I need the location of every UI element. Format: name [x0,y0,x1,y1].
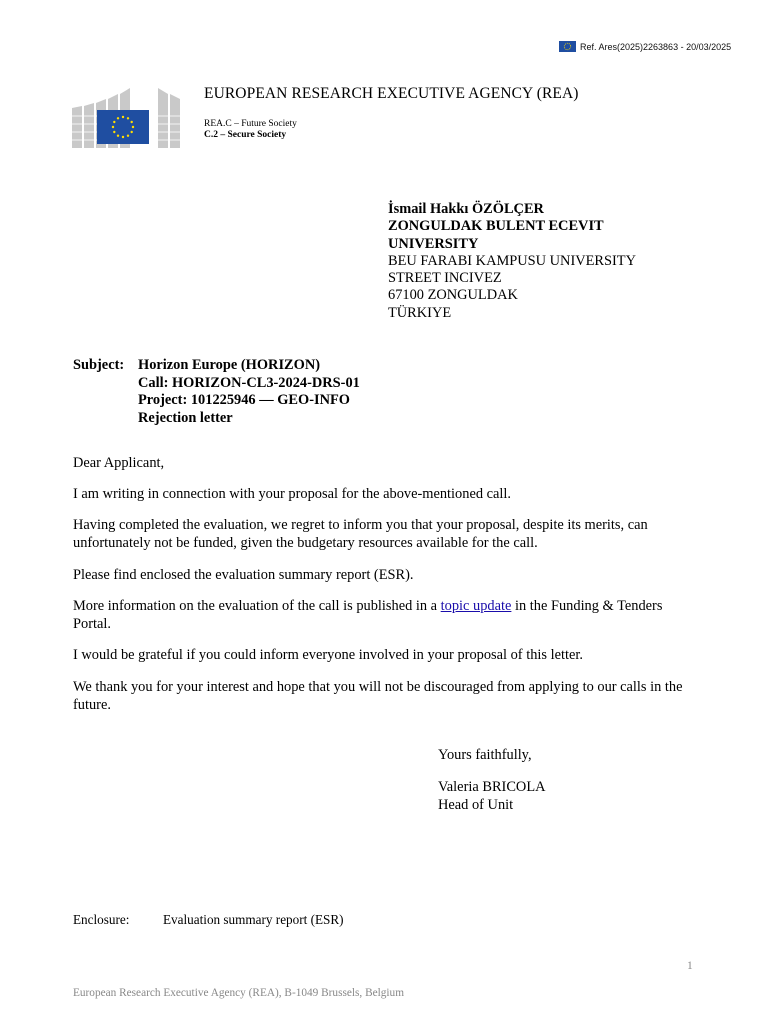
subject-project: Project: 101225946 — GEO-INFO [138,392,350,409]
enclosure-label: Enclosure: [73,912,130,927]
signatory-block [438,779,546,814]
subject-label: Subject: [73,357,125,373]
page-number: 1 [687,960,693,972]
subject-programme: Horizon Europe (HORIZON) [138,357,321,373]
paragraph-result: Having completed the evaluation, we regret to inform you that your proposal, despite its merits, can unfortunately not be funded, given the budgetary resources available for the call. [73,517,648,551]
paragraph-enclosure: Please find enclosed the evaluation summary report (ESR). [73,567,414,583]
recipient-address-line: STREET INCIVEZ [388,270,502,287]
reference-stamp [559,41,731,52]
signatory-title: Head of Unit [438,796,514,813]
recipient-name: İsmail Hakkı ÖZÖLÇER [388,201,544,217]
recipient-org-line: ZONGULDAK BULENT ECEVIT [388,218,604,235]
agency-name: EUROPEAN RESEARCH EXECUTIVE AGENCY (REA) [204,85,579,102]
subject-block [138,357,360,427]
reference-text: Ref. Ares(2025)2263863 - 20/03/2025 [580,41,732,52]
recipient-org-line: UNIVERSITY [388,235,479,252]
recipient-address-line: 67100 ZONGULDAK [388,287,518,304]
subject-type: Rejection letter [138,409,233,426]
enclosure-value: Evaluation summary report (ESR) [163,912,344,927]
salutation: Dear Applicant, [73,455,165,471]
eu-flag-icon [559,41,576,52]
paragraph-thanks: We thank you for your interest and hope that you will not be discouraged from applying to our calls in the future. [73,679,683,713]
department-line: REA.C – Future Society [204,119,297,129]
paragraph-text: More information on the evaluation of the call is published in a [73,598,441,614]
paragraph-text: in the Funding & Tenders Portal. [73,598,663,632]
closing: Yours faithfully, [438,747,532,763]
paragraph-inform: I would be grateful if you could inform everyone involved in your proposal of this letter. [73,647,583,663]
commission-logo-icon [72,86,184,148]
recipient-address [388,201,636,322]
subject-call: Call: HORIZON-CL3-2024-DRS-01 [138,374,360,391]
paragraph-more-info [73,598,703,633]
footer-address: European Research Executive Agency (REA), B-1049 Brussels, Belgium [73,987,404,999]
enclosure-line [73,912,344,928]
topic-update-link[interactable]: topic update [440,598,512,614]
recipient-address-line: BEU FARABI KAMPUSU UNIVERSITY [388,252,636,269]
signatory-name: Valeria BRICOLA [438,779,546,795]
unit-line: C.2 – Secure Society [204,130,287,140]
paragraph-intro: I am writing in connection with your proposal for the above-mentioned call. [73,486,511,502]
recipient-country: TÜRKIYE [388,304,452,321]
